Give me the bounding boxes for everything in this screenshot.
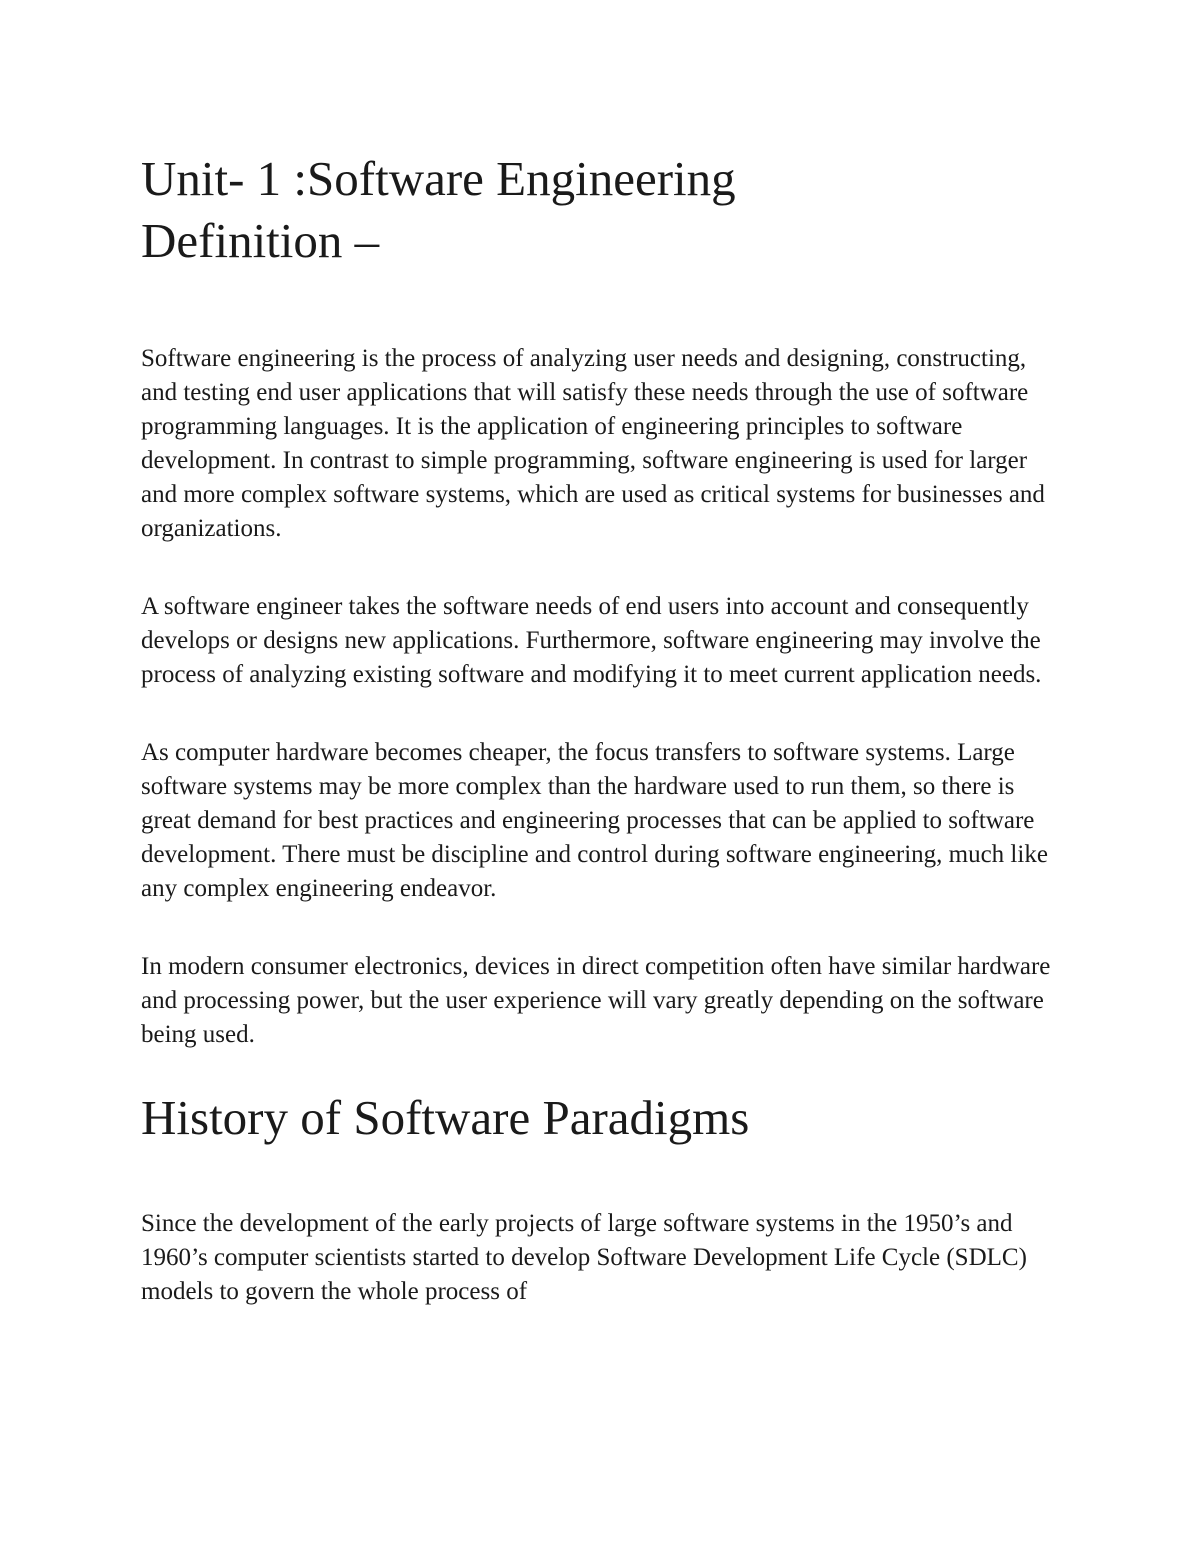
section-title-history: History of Software Paradigms xyxy=(141,1090,750,1145)
document-page xyxy=(141,148,1061,1309)
page-title xyxy=(141,148,1061,272)
page-title-line-2: Definition – xyxy=(141,213,380,268)
paragraph-history: Since the development of the early projects of large software systems in the 1950’s and 1960’s computer scientists started to develop Software Development Life Cycle (SDLC) models to govern the whole process of xyxy=(141,1210,1027,1305)
paragraph-software-engineer: A software engineer takes the software needs of end users into account and consequently develops or designs new applications. Furthermore, software engineering may involve the process of analyzing existing software and modifying it to meet current application needs. xyxy=(141,593,1042,688)
paragraph-hardware: As computer hardware becomes cheaper, the focus transfers to software systems. Large software systems may be more complex than the hardware used to run them, so there is great demand for best practices and engineering processes that can be applied to software development. There must be discipline and control during software engineering, much like any complex engineering endeavor. xyxy=(141,739,1048,902)
page-title-line-1: Unit- 1 :Software Engineering xyxy=(141,151,736,206)
paragraph-consumer-electronics: In modern consumer electronics, devices in direct competition often have similar hardware and processing power, but the user experience will vary greatly depending on the software being used. xyxy=(141,953,1051,1048)
paragraph-definition: Software engineering is the process of analyzing user needs and designing, constructing, and testing end user applications that will satisfy these needs through the use of software programming languages. It is the application of engineering principles to software development. In contrast to simple programming, software engineering is used for larger and more complex software systems, which are used as critical systems for businesses and organizations. xyxy=(141,345,1045,542)
